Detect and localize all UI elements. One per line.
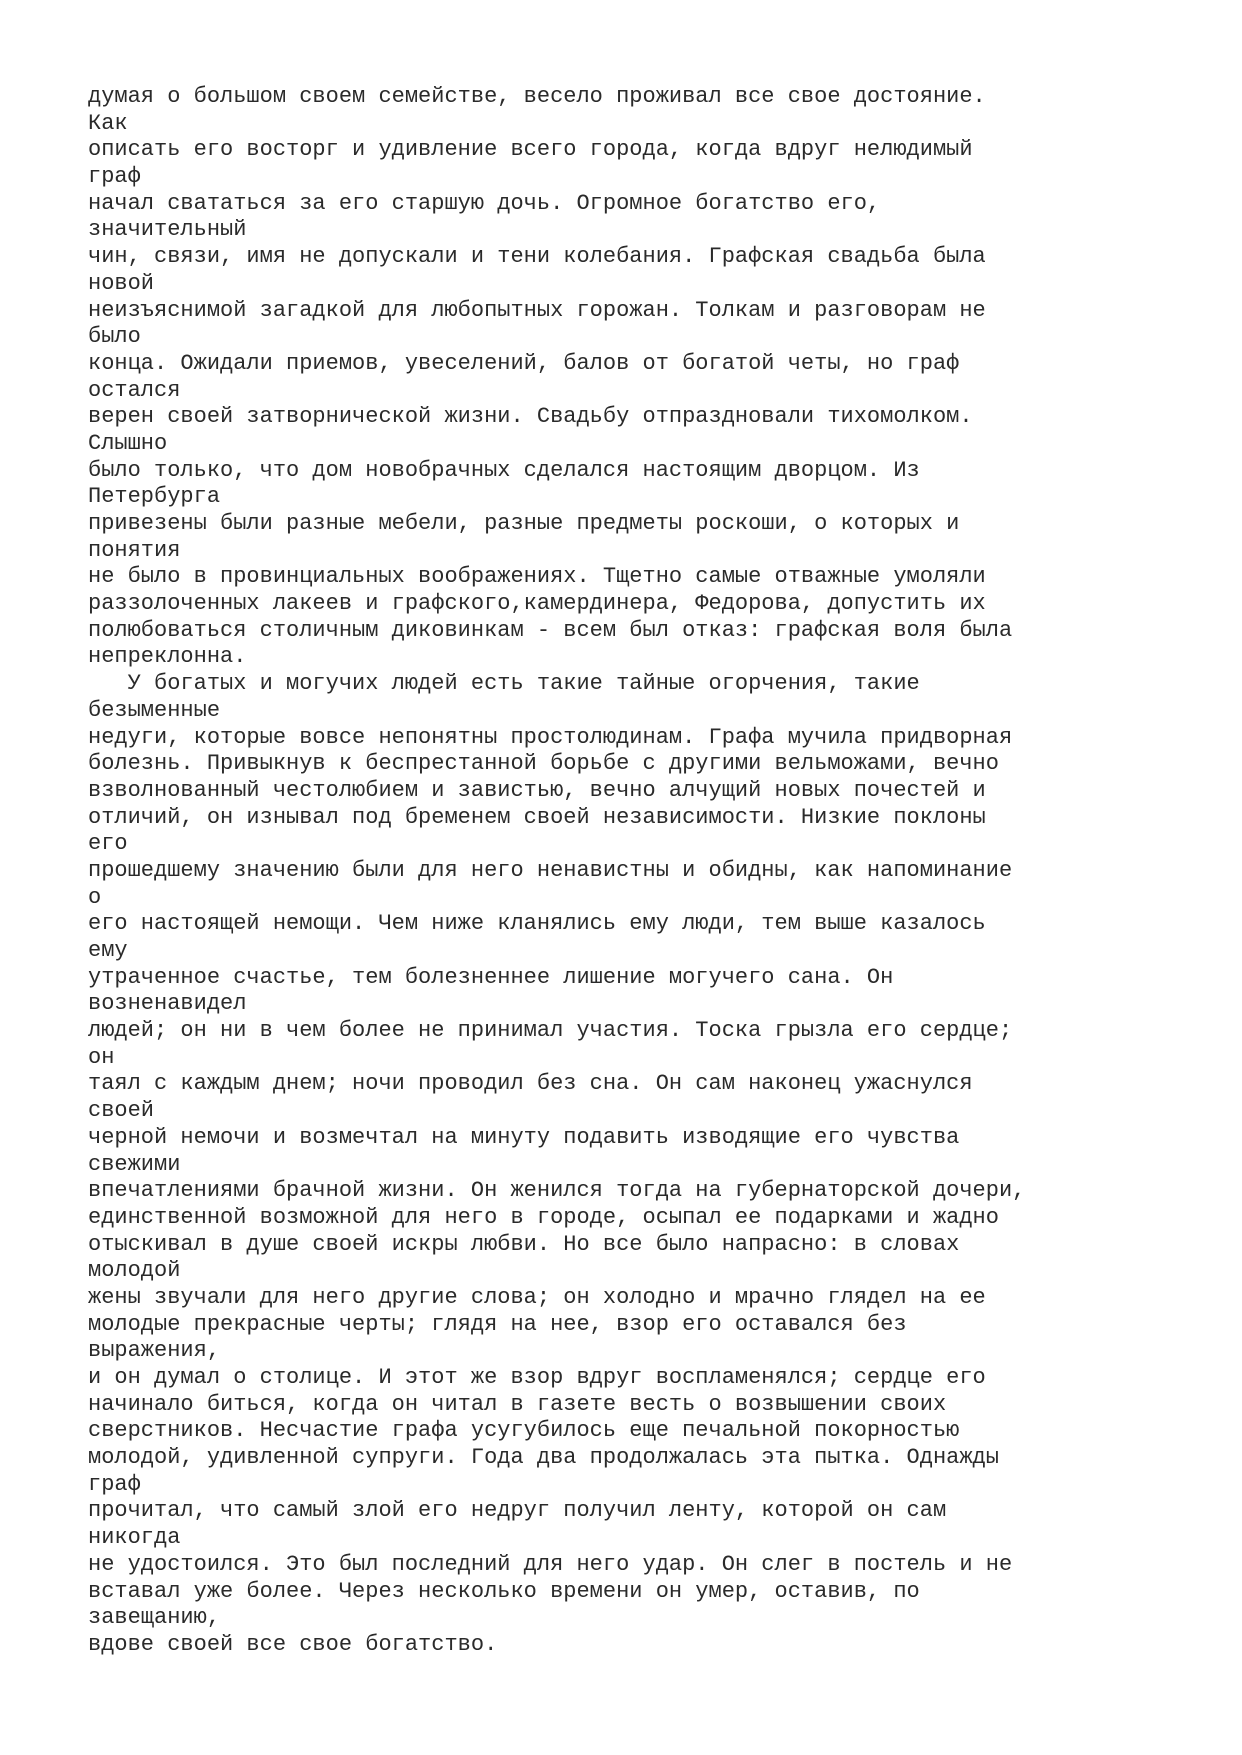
text-line: завещанию, [88, 1605, 221, 1631]
text-line: было только, что дом новобрачных сделался настоящим дворцом. Из [88, 457, 920, 483]
text-line: неизъяснимой загадкой для любопытных горожан. Толкам и разговорам не [88, 297, 986, 323]
text-line: непреклонна. [88, 644, 247, 670]
text-line: молодой [88, 1258, 181, 1284]
text-line: привезены были разные мебели, разные предметы роскоши, о которых и [88, 511, 960, 536]
text-line: остался [88, 377, 181, 403]
text-line: черной немочи и возмечтал на минуту подавить изводящие его чувства [88, 1124, 960, 1150]
text-line: новой [88, 270, 155, 296]
text-line: вставал уже более. Через несколько времени он умер, оставив, по [88, 1578, 920, 1604]
text-line: выражения, [88, 1338, 221, 1364]
text-line: граф [88, 1471, 141, 1497]
text-line: Слышно [88, 430, 168, 456]
text-line: возненавидел [88, 991, 247, 1017]
text-line: прочитал, что самый злой его недруг получил ленту, которой он сам [88, 1498, 947, 1524]
text-line: вдове своей все свое богатство. [88, 1631, 498, 1657]
text-line: начинало биться, когда он читал в газете весть о возвышении своих [88, 1391, 947, 1417]
text-line: никогда [88, 1525, 181, 1551]
text-line: свежими [88, 1151, 181, 1177]
text-line: верен своей затворнической жизни. Свадьбу отпраздновали тихомолком. [88, 404, 973, 430]
text-line: молодой, удивленной супруги. Года два продолжалась эта пытка. Однажды [88, 1445, 999, 1471]
text-line: молодые прекрасные черты; глядя на нее, взор его оставался без [88, 1311, 907, 1337]
text-line: Как [88, 110, 128, 136]
text-line: не удостоился. Это был последний для него удар. Он слег в постель и не [88, 1551, 1013, 1577]
document-text [88, 84, 1208, 1659]
text-line: У богатых и могучих людей есть такие тайные огорчения, такие [88, 671, 920, 697]
text-line: взволнованный честолюбием и завистью, вечно алчущий новых почестей и [88, 777, 986, 803]
text-line: людей; он ни в чем более не принимал участия. Тоска грызла его сердце; [88, 1018, 1013, 1044]
text-line: сверстников. Несчастие графа усугубилось еще печальной покорностью [88, 1418, 960, 1444]
text-line: не было в провинциальных воображениях. Тщетно самые отважные умоляли [88, 564, 986, 590]
text-line: понятия [88, 537, 181, 563]
text-line: безыменные [88, 697, 221, 723]
text-line: чин, связи, имя не допускали и тени колебания. Графская свадьба была [88, 244, 986, 270]
text-line: ему [88, 938, 128, 963]
text-line: своей [88, 1098, 155, 1124]
text-line: таял с каждым днем; ночи проводил без сна. Он сам наконец ужаснулся [88, 1071, 973, 1097]
text-line: начал свататься за его старшую дочь. Огромное богатство его, [88, 190, 881, 216]
text-line: прошедшему значению были для него ненавистны и обидны, как напоминание [88, 857, 1013, 883]
text-line: болезнь. Привыкнув к беспрестанной борьбе с другими вельможами, вечно [88, 751, 999, 777]
text-line: недуги, которые вовсе непонятны простолюдинам. Графа мучила придворная [88, 724, 1013, 750]
text-line: граф [88, 164, 141, 190]
text-line: конца. Ожидали приемов, увеселений, балов от богатой четы, но граф [88, 350, 960, 376]
text-line: единственной возможной для него в городе, осыпал ее подарками и жадно [88, 1204, 999, 1230]
text-line: его настоящей немощи. Чем ниже кланялись ему люди, тем выше казалось [88, 911, 986, 937]
text-line: о [88, 884, 102, 910]
text-line: утраченное счастье, тем болезненнее лишение могучего сана. Он [88, 964, 894, 990]
text-line: описать его восторг и удивление всего города, когда вдруг нелюдимый [88, 137, 973, 163]
text-line: Петербурга [88, 484, 221, 510]
text-line: полюбоваться столичным диковинкам - всем был отказ: графская воля была [88, 617, 1013, 643]
text-line: значительный [88, 217, 247, 243]
text-line: и он думал о столице. И этот же взор вдруг воспламенялся; сердце его [88, 1365, 986, 1390]
text-line: думая о большом своем семействе, весело проживал все свое достояние. [88, 84, 986, 109]
text-line: он [88, 1044, 115, 1070]
text-line: впечатлениями брачной жизни. Он женился тогда на губернаторской дочери, [88, 1178, 1026, 1204]
text-line: отличий, он изнывал под бременем своей независимости. Низкие поклоны [88, 804, 986, 830]
text-line: было [88, 324, 141, 350]
text-line: жены звучали для него другие слова; он холодно и мрачно глядел на ее [88, 1284, 986, 1310]
text-line: раззолоченных лакеев и графского,камердинера, Федорова, допустить их [88, 591, 986, 617]
text-line: его [88, 831, 128, 857]
text-line: отыскивал в душе своей искры любви. Но все было напрасно: в словах [88, 1231, 960, 1257]
